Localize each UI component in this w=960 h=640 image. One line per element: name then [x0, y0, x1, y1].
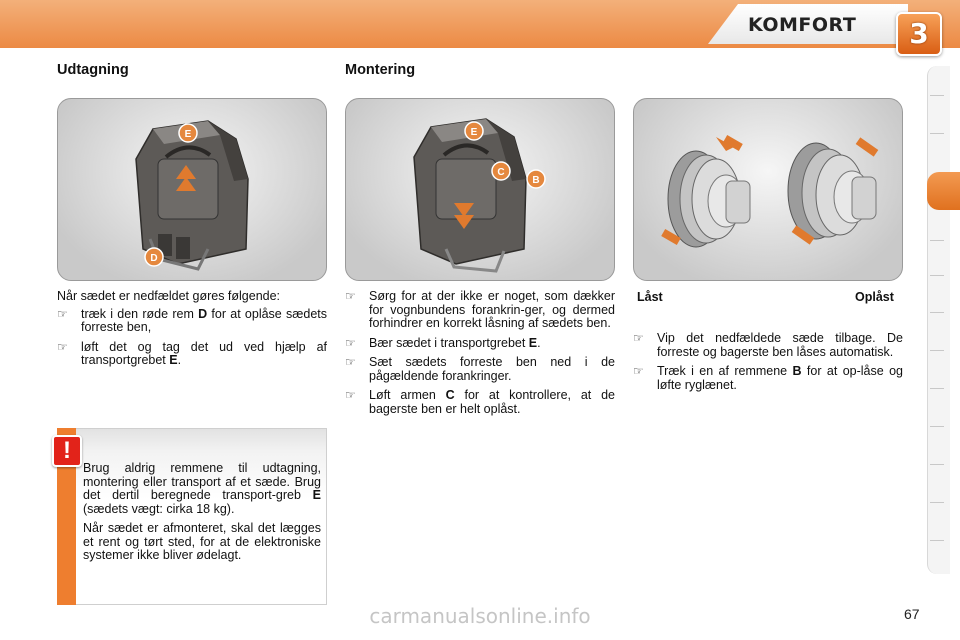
chapter-tab[interactable]: [930, 540, 944, 541]
chapter-tab[interactable]: [930, 133, 944, 134]
warning-icon: !: [52, 435, 82, 467]
lock-mechanism-figure: [633, 98, 903, 281]
list-item: ☞ Sæt sædets forreste ben ned i de pågældende forankringer.: [345, 355, 615, 383]
pointing-hand-icon: ☞: [345, 388, 356, 402]
chapter-tab[interactable]: [930, 312, 944, 313]
figure-label: C: [497, 167, 505, 178]
figure-label: E: [184, 129, 192, 140]
chapter-tab[interactable]: [930, 275, 944, 276]
page-number: 67: [904, 606, 920, 622]
pointing-hand-icon: ☞: [633, 331, 644, 345]
seat-removal-figure: [57, 98, 327, 281]
chapter-tab-active[interactable]: [927, 172, 960, 210]
watermark: carmanualsonline.info: [369, 604, 591, 628]
figure-label: B: [532, 175, 540, 186]
list-item: ☞ træk i den røde rem D for at oplåse sædets forreste ben,: [57, 306, 327, 334]
pointing-hand-icon: ☞: [57, 306, 68, 321]
figure-label: D: [150, 253, 158, 264]
list-item: ☞ Træk i en af remmene B for at op-låse og løfte ryglænet.: [633, 364, 903, 392]
chapter-tab[interactable]: [930, 95, 944, 96]
removal-intro: Når sædet er nedfældet gøres følgende:: [57, 289, 281, 303]
pointing-hand-icon: ☞: [633, 364, 644, 378]
installation-heading: Montering: [345, 62, 416, 78]
section-title: KOMFORT: [748, 14, 857, 36]
pointing-hand-icon: ☞: [345, 335, 356, 350]
list-item: ☞ Bær sædet i transportgrebet E.: [345, 335, 541, 350]
chapter-tab[interactable]: [930, 426, 944, 427]
warning-text: [83, 462, 321, 563]
chapter-number-badge: 3: [896, 12, 942, 56]
chapter-tab[interactable]: [930, 240, 944, 241]
list-item: ☞ Sørg for at der ikke er noget, som dækker for vognbundens forankrin-ger, og dermed forhindrer en korrekt låsning af sædets ben.: [345, 289, 615, 330]
pointing-hand-icon: ☞: [57, 339, 68, 354]
lock-instructions: [633, 326, 903, 392]
chapter-tab[interactable]: [930, 464, 944, 465]
chapter-tab-strip: [927, 66, 950, 574]
chapter-tab[interactable]: [930, 350, 944, 351]
warning-paragraph: Brug aldrig remmene til udtagning, montering eller transport af et sæde. Brug det dertil beregnede transport-greb E (sædets vægt: cirka 18 kg).: [83, 461, 321, 516]
pointing-hand-icon: ☞: [345, 355, 356, 369]
pointing-hand-icon: ☞: [345, 289, 356, 303]
figure-label: E: [470, 127, 478, 138]
list-item: ☞ Løft armen C for at kontrollere, at de bagerste ben er helt oplåst.: [345, 388, 615, 416]
chapter-tab[interactable]: [930, 388, 944, 389]
removal-heading: Udtagning: [57, 62, 129, 78]
seat-installation-figure: [345, 98, 615, 281]
list-item: ☞ løft det og tag det ud ved hjælp af transportgrebet E.: [57, 339, 327, 367]
list-item: ☞ Vip det nedfældede sæde tilbage. De forreste og bagerste ben låses automatisk.: [633, 331, 903, 359]
unlocked-caption: Oplåst: [855, 290, 894, 304]
locked-caption: Låst: [637, 290, 663, 304]
installation-instructions: [345, 284, 615, 416]
removal-instructions: [57, 290, 327, 368]
chapter-tab[interactable]: [930, 502, 944, 503]
warning-paragraph: Når sædet er afmonteret, skal det lægges et rent og tørt sted, for at de elektroniske systemer ikke bliver ødelagt.: [83, 521, 321, 562]
